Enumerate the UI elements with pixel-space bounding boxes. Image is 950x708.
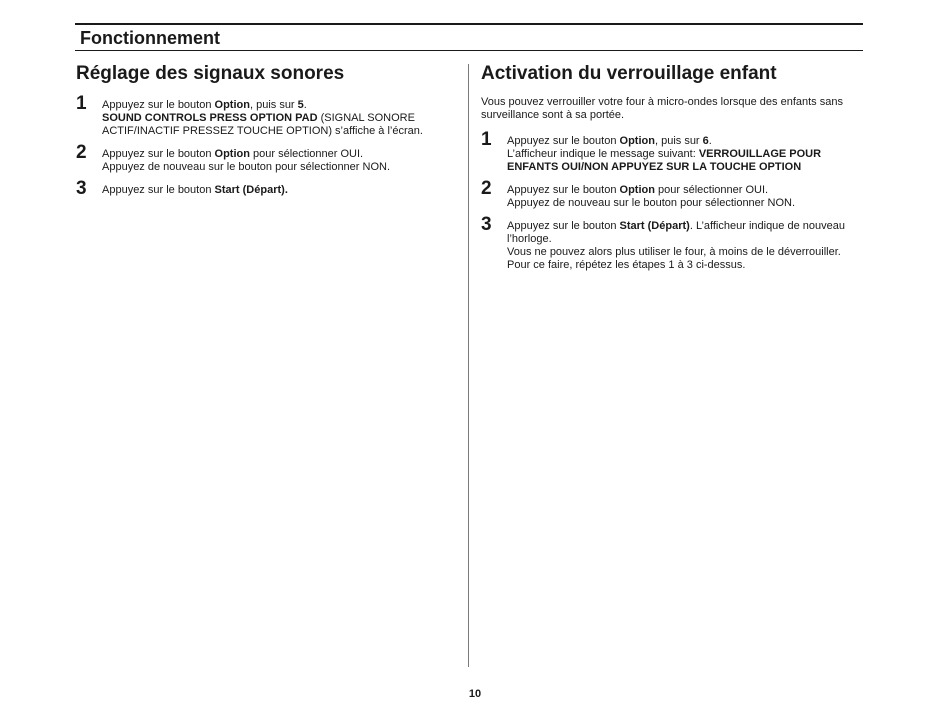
option-button-ref: Option [214,99,250,111]
chapter-title: Fonctionnement [80,28,220,48]
start-button-ref: Start (Départ). [214,184,288,196]
step-instruction: Appuyez sur le bouton Option, puis sur 6. [507,135,712,147]
step-number: 2 [481,178,492,199]
key-ref: 6 [702,135,709,147]
step-number: 1 [76,93,87,114]
option-button-ref: Option [619,184,655,196]
step-note: Appuyez de nouveau sur le bouton pour sélectionner NON. [102,161,391,173]
header-bottom-rule [75,50,863,51]
option-button-ref: Option [619,135,655,147]
sound-signals-section [76,62,456,197]
column-divider [468,64,469,667]
option-button-ref: Option [214,148,250,160]
step-number: 2 [76,142,87,163]
header-top-rule [75,23,863,25]
section-title-sound-signals: Réglage des signaux sonores [76,63,345,84]
step-instruction: Appuyez sur le bouton Option pour sélectionner OUI. [507,184,769,196]
step-instruction: Appuyez sur le bouton Option pour sélectionner OUI. [102,148,364,160]
step-note: Pour ce faire, répétez les étapes 1 à 3 ci-dessus. [507,259,746,271]
step-number: 1 [481,129,492,150]
step-number: 3 [481,214,492,235]
step-number: 3 [76,178,87,199]
key-ref: 5 [297,99,304,111]
step-note: Appuyez de nouveau sur le bouton pour sélectionner NON. [507,197,796,209]
step-instruction: Appuyez sur le bouton Option, puis sur 5. [102,99,307,111]
step-instruction: Appuyez sur le bouton Start (Départ). [102,184,288,196]
child-lock-intro: Vous pouvez verrouiller votre four à micro-ondes lorsque des enfants sans surveillance sont à sa portée. [481,96,843,121]
step-instruction: Appuyez sur le bouton Start (Départ). L’afficheur indique de nouveau l’horloge. [507,220,845,245]
lock-step-3 [481,214,851,272]
step-note: Vous ne pouvez alors plus utiliser le four, à moins de le déverrouiller. [507,246,841,258]
lock-step-2 [481,178,851,210]
step-display-message: SOUND CONTROLS PRESS OPTION PAD (SIGNAL SONORE ACTIF/INACTIF PRESSEZ TOUCHE OPTION) s’affiche à l’écran. [102,112,423,137]
start-button-ref: Start (Départ) [619,220,690,232]
sound-step-2 [76,142,456,174]
step-display-message: L’afficheur indique le message suivant: VERROUILLAGE POUR ENFANTS OUI/NON APPUYEZ SUR LA TOUCHE OPTION [507,148,822,173]
sound-step-3 [76,178,456,199]
child-lock-section [481,62,851,272]
section-title-child-lock: Activation du verrouillage enfant [481,63,777,84]
page-number: 10 [468,688,482,700]
lock-step-1 [481,129,851,174]
sound-step-1 [76,93,456,138]
